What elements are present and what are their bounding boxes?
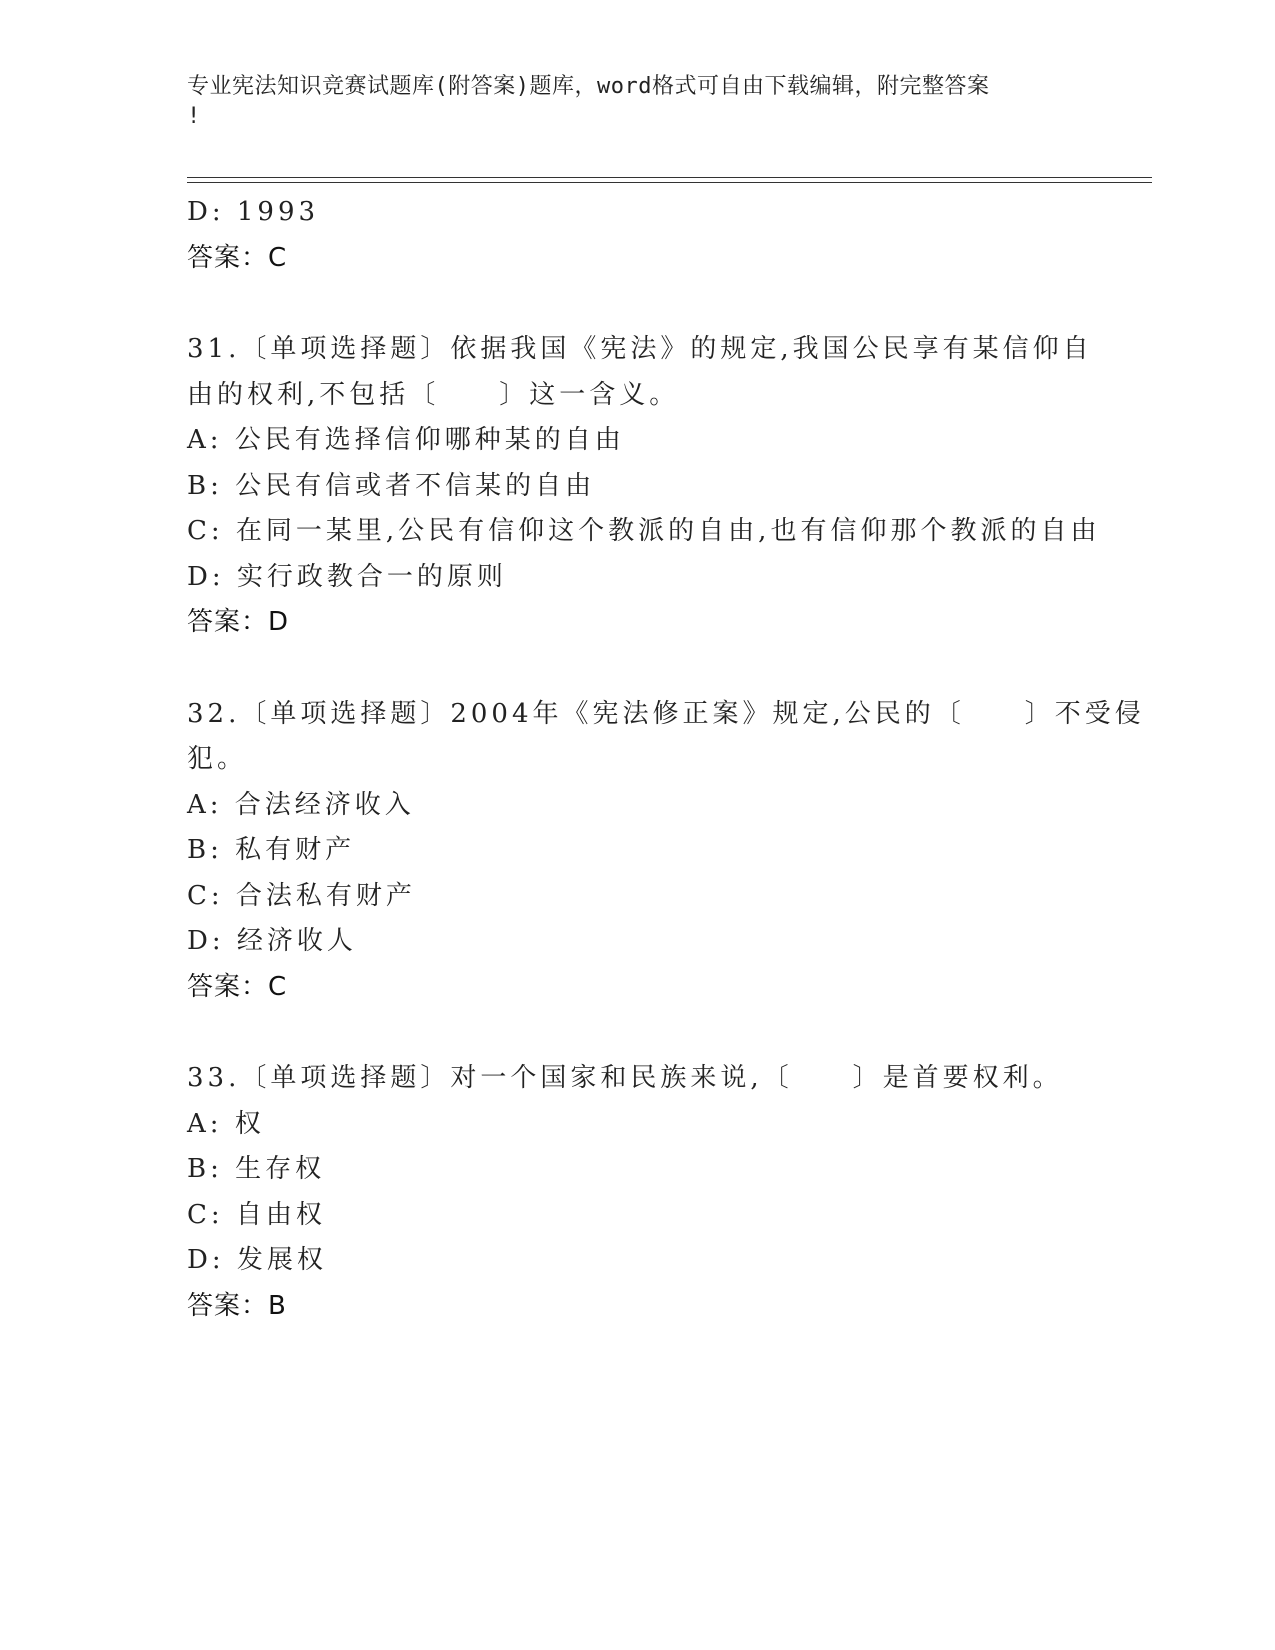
header-divider-top bbox=[187, 177, 1152, 178]
option-b: B: 公民有信或者不信某的自由 bbox=[187, 470, 596, 501]
document-header bbox=[187, 72, 1067, 132]
option-b: B: 私有财产 bbox=[187, 835, 356, 865]
option-a: A: 公民有选择信仰哪种某的自由 bbox=[187, 425, 625, 455]
answer-line: 答案：B bbox=[187, 1290, 287, 1321]
option-c: C: 自由权 bbox=[187, 1199, 326, 1230]
option-d: D: 1993 bbox=[187, 197, 320, 227]
spacer bbox=[187, 1010, 1087, 1056]
option-c: C: 在同一某里,公民有信仰这个教派的自由,也有信仰那个教派的自由 bbox=[187, 516, 1101, 546]
option-d: D: 经济收人 bbox=[187, 926, 357, 956]
question-text: 32.〔单项选择题〕2004年《宪法修正案》规定,公民的〔 〕不受侵 bbox=[187, 698, 1145, 729]
document-body bbox=[187, 190, 1145, 1329]
question-text-continued: 由的权利,不包括〔 〕这一含义。 bbox=[187, 379, 680, 410]
option-d: D: 实行政教合一的原则 bbox=[187, 561, 507, 592]
question-33 bbox=[187, 1056, 1087, 1329]
answer-line: 答案：D bbox=[187, 607, 290, 637]
option-b: B: 生存权 bbox=[187, 1154, 326, 1184]
option-d: D: 发展权 bbox=[187, 1245, 327, 1275]
question-text: 33.〔单项选择题〕对一个国家和民族来说,〔 〕是首要权利。 bbox=[187, 1063, 1063, 1093]
question-text: 31.〔单项选择题〕依据我国《宪法》的规定,我国公民享有某信仰自 bbox=[187, 334, 1093, 364]
question-30-tail bbox=[187, 190, 1087, 281]
question-31 bbox=[187, 327, 1101, 646]
header-title-continued: ! bbox=[187, 104, 201, 129]
header-title: 专业宪法知识竞赛试题库(附答案)题库，word格式可自由下载编辑，附完整答案 bbox=[187, 74, 990, 99]
option-c: C: 合法私有财产 bbox=[187, 880, 416, 911]
question-32 bbox=[187, 692, 1145, 1011]
question-text-continued: 犯。 bbox=[187, 744, 248, 774]
option-a: A: 合法经济收入 bbox=[187, 789, 415, 820]
spacer bbox=[187, 646, 1087, 692]
header-divider-bottom bbox=[187, 182, 1152, 183]
option-a: A: 权 bbox=[187, 1108, 265, 1139]
answer-line: 答案：C bbox=[187, 242, 288, 273]
spacer bbox=[187, 281, 1087, 327]
answer-line: 答案：C bbox=[187, 971, 288, 1002]
